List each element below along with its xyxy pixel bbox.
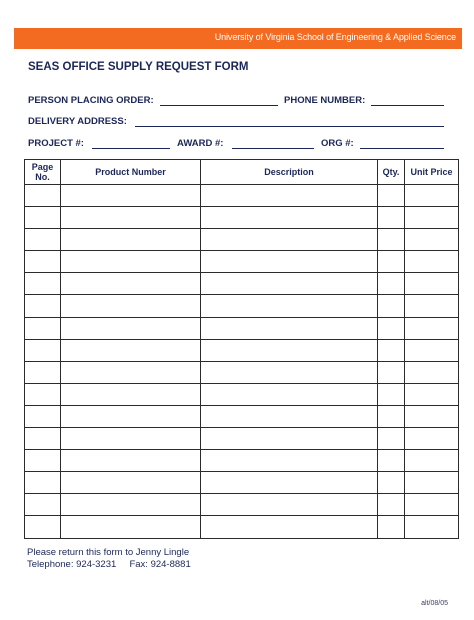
award-label: AWARD #:	[177, 138, 224, 149]
table-row	[25, 428, 459, 450]
description-cell[interactable]	[201, 251, 378, 273]
table-row	[25, 273, 459, 295]
description-cell[interactable]	[201, 185, 378, 207]
page-no-cell[interactable]	[25, 273, 61, 295]
field-row-accounts	[28, 138, 448, 150]
product-number-cell[interactable]	[61, 450, 201, 472]
qty-cell[interactable]	[378, 317, 405, 339]
table-row	[25, 295, 459, 317]
page-no-cell[interactable]	[25, 251, 61, 273]
unit-price-cell[interactable]	[405, 273, 459, 295]
table-row	[25, 383, 459, 405]
phone-number-label: PHONE NUMBER:	[284, 95, 366, 106]
person-placing-order-field[interactable]	[160, 95, 278, 106]
page-no-header: Page No.	[25, 160, 61, 185]
revision-code: alt/08/05	[421, 600, 448, 607]
page-no-cell[interactable]	[25, 383, 61, 405]
university-banner	[14, 28, 462, 49]
unit-price-cell[interactable]	[405, 494, 459, 516]
table-row	[25, 516, 459, 538]
page-no-cell[interactable]	[25, 207, 61, 229]
field-row-delivery	[28, 116, 448, 128]
unit-price-cell[interactable]	[405, 405, 459, 427]
org-label: ORG #:	[321, 138, 354, 149]
description-cell[interactable]	[201, 516, 378, 538]
unit-price-cell[interactable]	[405, 516, 459, 538]
banner-text: University of Virginia School of Engineering & Applied Science	[214, 32, 456, 42]
qty-cell[interactable]	[378, 472, 405, 494]
qty-cell[interactable]	[378, 361, 405, 383]
table-row	[25, 494, 459, 516]
qty-cell[interactable]	[378, 185, 405, 207]
product-number-cell[interactable]	[61, 383, 201, 405]
page-no-cell[interactable]	[25, 295, 61, 317]
product-number-cell[interactable]	[61, 405, 201, 427]
product-number-cell[interactable]	[61, 428, 201, 450]
unit-price-cell[interactable]	[405, 383, 459, 405]
org-field[interactable]	[360, 138, 444, 149]
product-number-cell[interactable]	[61, 273, 201, 295]
product-number-cell[interactable]	[61, 472, 201, 494]
table-header-row	[25, 160, 459, 185]
delivery-address-label: DELIVERY ADDRESS:	[28, 116, 127, 127]
unit-price-cell[interactable]	[405, 428, 459, 450]
description-cell[interactable]	[201, 317, 378, 339]
table-row	[25, 339, 459, 361]
return-note: Please return this form to Jenny Lingle	[27, 547, 190, 558]
award-field[interactable]	[232, 138, 314, 149]
description-cell[interactable]	[201, 339, 378, 361]
qty-cell[interactable]	[378, 251, 405, 273]
page-no-cell[interactable]	[25, 428, 61, 450]
product-number-cell[interactable]	[61, 361, 201, 383]
delivery-address-field[interactable]	[135, 116, 444, 127]
table-row	[25, 361, 459, 383]
description-cell[interactable]	[201, 494, 378, 516]
unit-price-cell[interactable]	[405, 207, 459, 229]
unit-price-header: Unit Price	[405, 160, 459, 185]
form-title: SEAS OFFICE SUPPLY REQUEST FORM	[28, 61, 249, 73]
page-no-cell[interactable]	[25, 339, 61, 361]
unit-price-cell[interactable]	[405, 450, 459, 472]
description-cell[interactable]	[201, 405, 378, 427]
page-no-cell[interactable]	[25, 317, 61, 339]
unit-price-cell[interactable]	[405, 229, 459, 251]
product-number-cell[interactable]	[61, 207, 201, 229]
project-field[interactable]	[92, 138, 170, 149]
table-row	[25, 317, 459, 339]
qty-cell[interactable]	[378, 339, 405, 361]
field-row-person-phone	[28, 95, 448, 107]
table-row	[25, 251, 459, 273]
description-cell[interactable]	[201, 428, 378, 450]
unit-price-cell[interactable]	[405, 472, 459, 494]
person-placing-order-label: PERSON PLACING ORDER:	[28, 95, 154, 106]
page-no-cell[interactable]	[25, 405, 61, 427]
table-row	[25, 229, 459, 251]
product-number-cell[interactable]	[61, 251, 201, 273]
table-row	[25, 450, 459, 472]
product-number-cell[interactable]	[61, 229, 201, 251]
description-cell[interactable]	[201, 361, 378, 383]
description-cell[interactable]	[201, 383, 378, 405]
qty-cell[interactable]	[378, 207, 405, 229]
page-no-cell[interactable]	[25, 472, 61, 494]
table-body	[25, 185, 459, 539]
table-row	[25, 207, 459, 229]
unit-price-cell[interactable]	[405, 185, 459, 207]
qty-cell[interactable]	[378, 273, 405, 295]
unit-price-cell[interactable]	[405, 295, 459, 317]
unit-price-cell[interactable]	[405, 361, 459, 383]
product-number-cell[interactable]	[61, 339, 201, 361]
unit-price-cell[interactable]	[405, 317, 459, 339]
table-row	[25, 472, 459, 494]
qty-cell[interactable]	[378, 295, 405, 317]
qty-cell[interactable]	[378, 494, 405, 516]
description-cell[interactable]	[201, 472, 378, 494]
phone-number-field[interactable]	[371, 95, 444, 106]
page-no-cell[interactable]	[25, 185, 61, 207]
product-number-cell[interactable]	[61, 317, 201, 339]
product-number-cell[interactable]	[61, 494, 201, 516]
qty-cell[interactable]	[378, 428, 405, 450]
page-no-cell[interactable]	[25, 494, 61, 516]
project-label: PROJECT #:	[28, 138, 84, 149]
page-no-cell[interactable]	[25, 229, 61, 251]
product-number-cell[interactable]	[61, 516, 201, 538]
qty-cell[interactable]	[378, 405, 405, 427]
product-number-cell[interactable]	[61, 295, 201, 317]
table-row	[25, 405, 459, 427]
qty-cell[interactable]	[378, 383, 405, 405]
description-cell[interactable]	[201, 295, 378, 317]
page-no-cell[interactable]	[25, 450, 61, 472]
page-no-cell[interactable]	[25, 516, 61, 538]
table-row	[25, 185, 459, 207]
description-cell[interactable]	[201, 229, 378, 251]
product-number-header: Product Number	[61, 160, 201, 185]
qty-cell[interactable]	[378, 229, 405, 251]
unit-price-cell[interactable]	[405, 251, 459, 273]
unit-price-cell[interactable]	[405, 339, 459, 361]
product-number-cell[interactable]	[61, 185, 201, 207]
supply-items-table	[24, 159, 459, 539]
page-no-cell[interactable]	[25, 361, 61, 383]
contact-info: Telephone: 924-3231 Fax: 924-8881	[27, 559, 191, 570]
qty-cell[interactable]	[378, 450, 405, 472]
qty-cell[interactable]	[378, 516, 405, 538]
description-cell[interactable]	[201, 273, 378, 295]
qty-header: Qty.	[378, 160, 405, 185]
description-cell[interactable]	[201, 450, 378, 472]
description-cell[interactable]	[201, 207, 378, 229]
description-header: Description	[201, 160, 378, 185]
